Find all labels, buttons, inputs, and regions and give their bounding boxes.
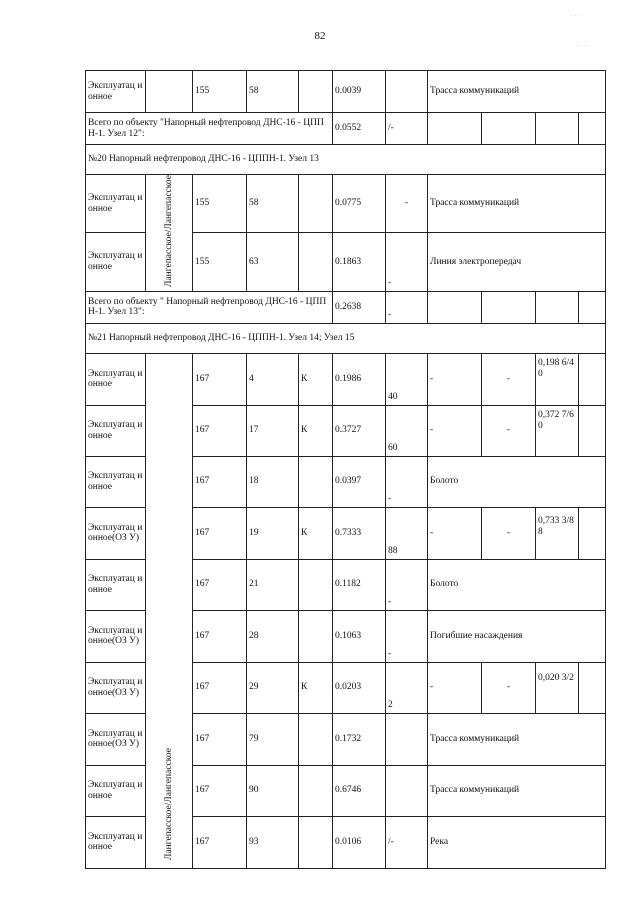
empty-cell (428, 291, 482, 323)
plot-cell: 18 (247, 456, 299, 507)
area-cell: 0.0775 (333, 175, 386, 233)
section-header-row (86, 145, 606, 175)
block-cell: 167 (193, 610, 247, 662)
empty-cell (428, 113, 482, 145)
block-cell: 167 (193, 713, 247, 765)
forestry-cell (146, 71, 193, 113)
ratio-cell: 0,198 6/40 (536, 353, 579, 405)
usage-type-cell: Эксплуатац ионное(ОЗ У) (86, 662, 146, 713)
volume-cell: 2 (386, 662, 428, 713)
table-row (86, 175, 606, 233)
area-cell: 0.0106 (333, 816, 386, 868)
plot-cell: 79 (247, 713, 299, 765)
category-cell: К (299, 405, 333, 456)
note-cell: Трасса коммуникаций (428, 713, 606, 765)
total-dash: - (386, 291, 428, 323)
empty-cell (482, 113, 536, 145)
forestry-cell (146, 175, 193, 292)
area-cell: 0.0203 (333, 662, 386, 713)
category-cell: К (299, 662, 333, 713)
category-cell (299, 175, 333, 233)
note-cell: Линия электропередач (428, 233, 606, 291)
dash-cell: - (428, 507, 482, 559)
category-cell (299, 765, 333, 816)
volume-cell: 40 (386, 353, 428, 405)
category-cell (299, 610, 333, 662)
table-row (86, 71, 606, 113)
plot-cell: 19 (247, 507, 299, 559)
ratio-cell: 0,020 3/2 (536, 662, 579, 713)
block-cell: 167 (193, 816, 247, 868)
forestry-cell (146, 353, 193, 868)
dash-cell: - (482, 405, 536, 456)
plot-cell: 29 (247, 662, 299, 713)
plot-cell: 58 (247, 175, 299, 233)
volume-cell: - (386, 175, 428, 233)
note-cell: Погибшие насаждения (428, 610, 606, 662)
section-header-row (86, 323, 606, 353)
volume-cell: /- (386, 816, 428, 868)
category-cell (299, 713, 333, 765)
plot-cell: 28 (247, 610, 299, 662)
forestry-label: Лангепасское/Лангепасское (163, 748, 174, 861)
dash-cell: - (482, 662, 536, 713)
note-cell: Трасса коммуникаций (428, 71, 606, 113)
empty-cell (579, 405, 606, 456)
page-number: 82 (314, 30, 326, 42)
empty-cell (536, 113, 579, 145)
empty-cell (579, 113, 606, 145)
category-cell: К (299, 353, 333, 405)
area-cell: 0.6746 (333, 765, 386, 816)
plot-cell: 4 (247, 353, 299, 405)
empty-cell (579, 291, 606, 323)
forest-plots-table (85, 70, 606, 869)
usage-type-cell: Эксплуатац ионное (86, 456, 146, 507)
dash-cell: - (482, 353, 536, 405)
category-cell (299, 559, 333, 610)
dash-cell: - (482, 507, 536, 559)
table-row (86, 353, 606, 405)
area-cell: 0.1182 (333, 559, 386, 610)
volume-cell (386, 713, 428, 765)
volume-cell: - (386, 233, 428, 291)
usage-type-cell: Эксплуатац ионное (86, 816, 146, 868)
volume-cell (386, 765, 428, 816)
scan-noise: · · · · (575, 42, 590, 50)
dash-cell: - (428, 353, 482, 405)
scan-noise: · · · (570, 12, 581, 20)
usage-type-cell: Эксплуатац ионное (86, 175, 146, 233)
usage-type-cell: Эксплуатац ионное (86, 71, 146, 113)
ratio-cell: 0,733 3/88 (536, 507, 579, 559)
plot-cell: 93 (247, 816, 299, 868)
area-cell: 0.1863 (333, 233, 386, 291)
empty-cell (536, 291, 579, 323)
total-label: Всего по объекту " Напорный нефтепровод ДНС-16 - ЦППН-1. Узел 13": (86, 291, 333, 323)
total-row (86, 113, 606, 145)
section-title: №21 Напорный нефтепровод ДНС-16 - ЦППН-1. Узел 14; Узел 15 (86, 323, 606, 353)
total-row (86, 291, 606, 323)
forestry-label: Лангепасское/Лангепасское (163, 175, 174, 288)
block-cell: 167 (193, 507, 247, 559)
area-cell: 0.1986 (333, 353, 386, 405)
block-cell: 167 (193, 662, 247, 713)
block-cell: 167 (193, 405, 247, 456)
block-cell: 167 (193, 353, 247, 405)
usage-type-cell: Эксплуатац ионное (86, 405, 146, 456)
dash-cell: - (428, 405, 482, 456)
empty-cell (579, 507, 606, 559)
usage-type-cell: Эксплуатац ионное (86, 233, 146, 291)
plot-cell: 17 (247, 405, 299, 456)
area-cell: 0.1063 (333, 610, 386, 662)
plot-cell: 63 (247, 233, 299, 291)
note-cell: Река (428, 816, 606, 868)
block-cell: 155 (193, 233, 247, 291)
volume-cell: - (386, 456, 428, 507)
area-cell: 0.1732 (333, 713, 386, 765)
volume-cell (386, 71, 428, 113)
block-cell: 155 (193, 71, 247, 113)
plot-cell: 90 (247, 765, 299, 816)
total-dash: /- (386, 113, 428, 145)
volume-cell: - (386, 559, 428, 610)
area-cell: 0.0039 (333, 71, 386, 113)
dash-cell: - (428, 662, 482, 713)
area-cell: 0.0397 (333, 456, 386, 507)
category-cell (299, 71, 333, 113)
usage-type-cell: Эксплуатац ионное(ОЗ У) (86, 507, 146, 559)
total-label: Всего по объекту "Напорный нефтепровод ДНС-16 - ЦППН-1. Узел 12": (86, 113, 333, 145)
volume-cell: 60 (386, 405, 428, 456)
category-cell (299, 233, 333, 291)
usage-type-cell: Эксплуатац ионное (86, 353, 146, 405)
category-cell (299, 456, 333, 507)
empty-cell (579, 353, 606, 405)
block-cell: 167 (193, 765, 247, 816)
note-cell: Болото (428, 456, 606, 507)
category-cell: К (299, 507, 333, 559)
plot-cell: 21 (247, 559, 299, 610)
area-cell: 0.3727 (333, 405, 386, 456)
total-area: 0.2638 (333, 291, 386, 323)
block-cell: 167 (193, 456, 247, 507)
note-cell: Трасса коммуникаций (428, 175, 606, 233)
plot-cell: 58 (247, 71, 299, 113)
usage-type-cell: Эксплуатац ионное (86, 559, 146, 610)
volume-cell: 88 (386, 507, 428, 559)
usage-type-cell: Эксплуатац ионное (86, 765, 146, 816)
section-title: №20 Напорный нефтепровод ДНС-16 - ЦППН-1. Узел 13 (86, 145, 606, 175)
note-cell: Болото (428, 559, 606, 610)
usage-type-cell: Эксплуатац ионное(ОЗ У) (86, 713, 146, 765)
category-cell (299, 816, 333, 868)
total-area: 0.0552 (333, 113, 386, 145)
note-cell: Трасса коммуникаций (428, 765, 606, 816)
ratio-cell: 0,372 7/60 (536, 405, 579, 456)
area-cell: 0.7333 (333, 507, 386, 559)
block-cell: 167 (193, 559, 247, 610)
empty-cell (482, 291, 536, 323)
empty-cell (579, 662, 606, 713)
volume-cell: - (386, 610, 428, 662)
block-cell: 155 (193, 175, 247, 233)
usage-type-cell: Эксплуатац ионное(ОЗ У) (86, 610, 146, 662)
